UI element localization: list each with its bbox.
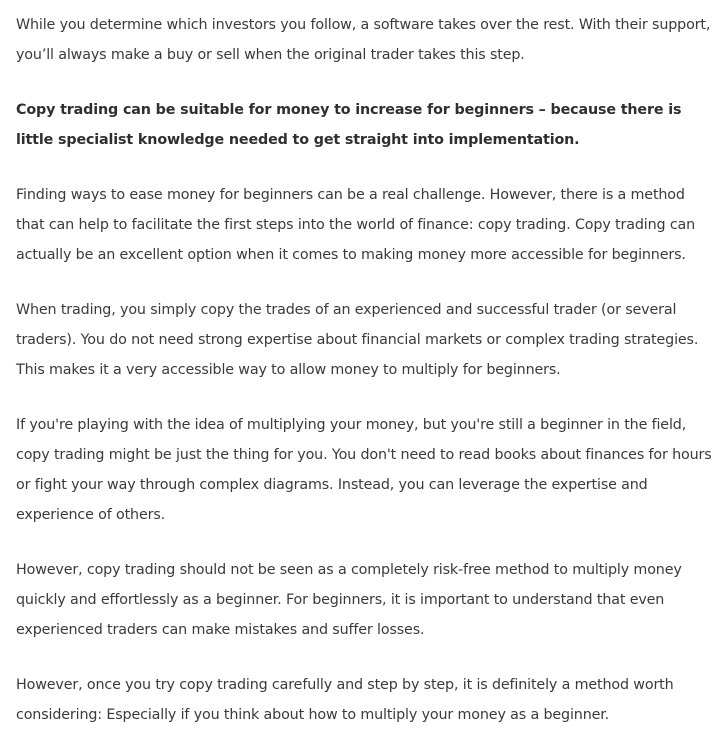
paragraph-software-takeover: While you determine which investors you follow, a software takes over the rest. With their support, you’ll always make a buy or sell when the original trader takes this step. <box>16 17 711 63</box>
paragraph-bold-highlight: Copy trading can be suitable for money to increase for beginners – because there is little specialist knowledge needed to get straight into implementation. <box>16 102 682 148</box>
paragraph-finding-ways: Finding ways to ease money for beginners can be a real challenge. However, there is a method that can help to facilitate the first steps into the world of finance: copy trading. Copy trading can actually be an excellent option when it comes to making money more accessible for beginners. <box>16 187 696 263</box>
paragraph-risk-warning: However, copy trading should not be seen as a completely risk-free method to multiply money quickly and effortlessly as a beginner. For beginners, it is important to understand that even experienced traders can make mistakes and suffer losses. <box>16 562 682 638</box>
paragraph-conclusion: However, once you try copy trading carefully and step by step, it is definitely a method worth considering: Especially if you think about how to multiply your money as a beginner. <box>16 677 674 723</box>
paragraph-when-trading: When trading, you simply copy the trades of an experienced and successful trader (or several traders). You do not need strong expertise about financial markets or complex trading strategies. This makes it a very accessible way to allow money to multiply for beginners. <box>16 302 699 378</box>
paragraph-multiplying-money: If you're playing with the idea of multiplying your money, but you're still a beginner in the field, copy trading might be just the thing for you. You don't need to read books about finances for hours or fight your way through complex diagrams. Instead, you can leverage the expertise and experience of others. <box>16 417 712 523</box>
